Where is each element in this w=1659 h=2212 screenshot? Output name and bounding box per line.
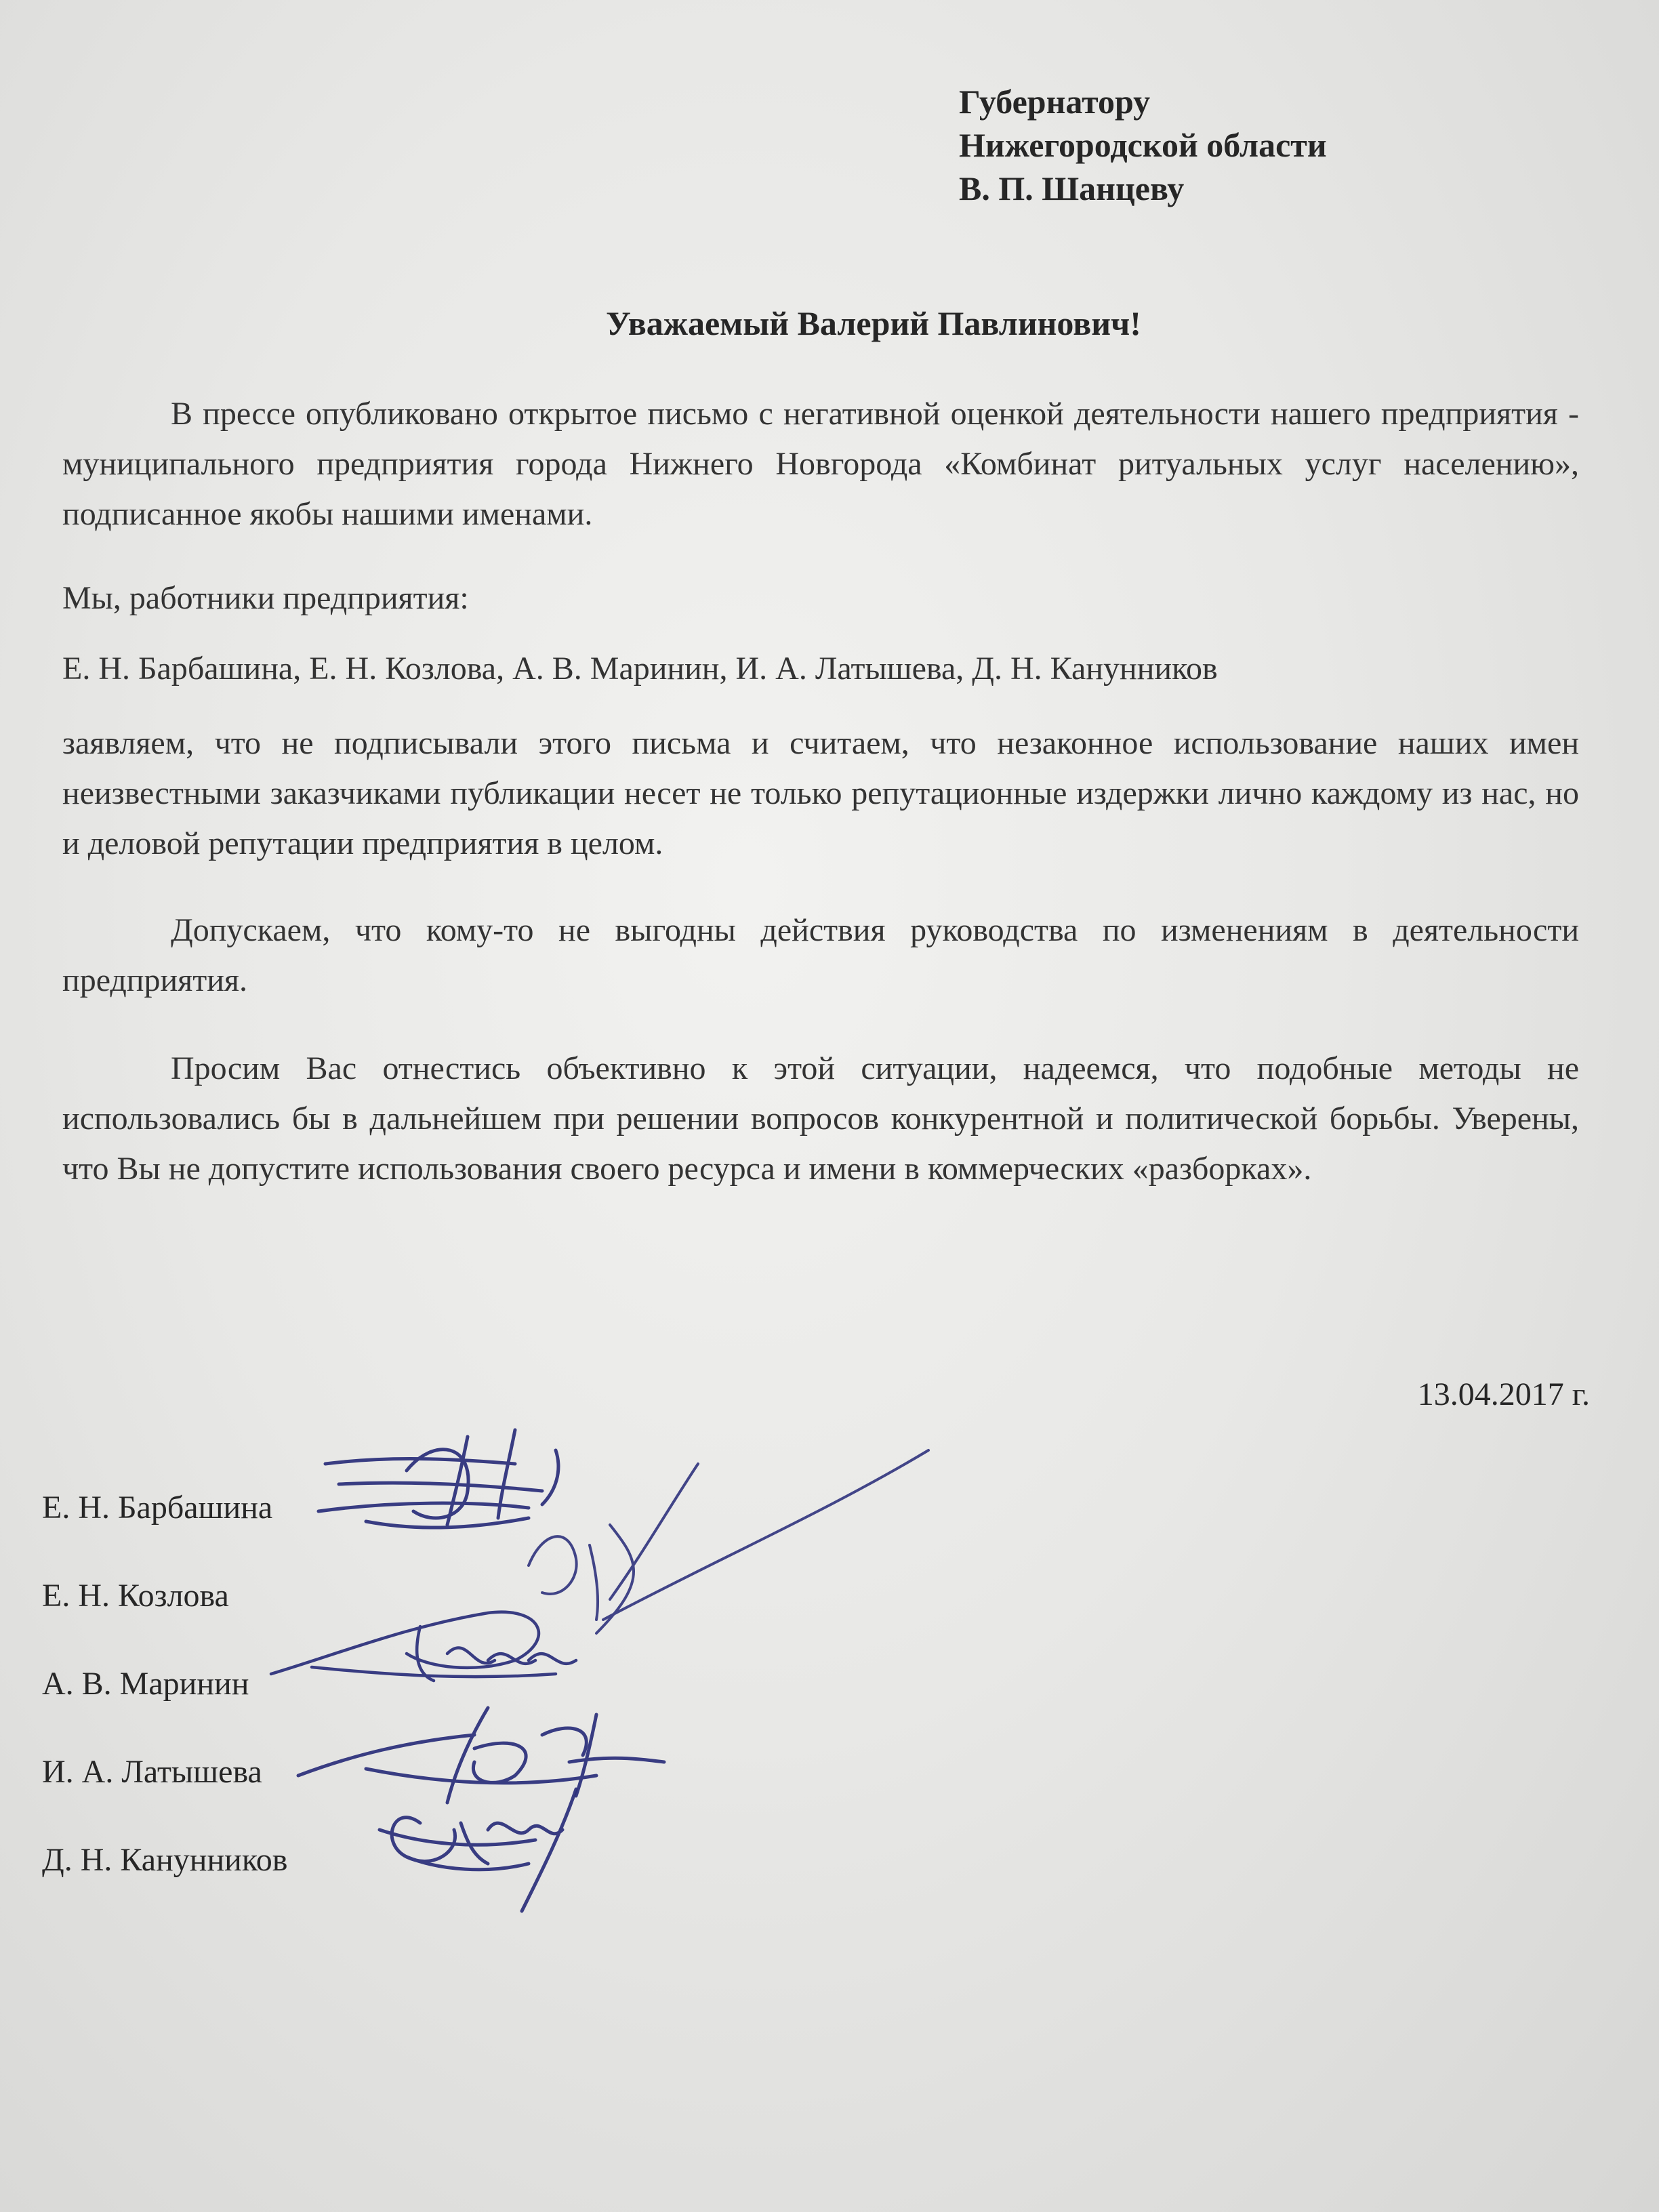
signatory-name-2: Е. Н. Козлова (42, 1578, 229, 1614)
paragraph-assumption: Допускаем, что кому-то не выгодны действия руководства по изменениям в деятельности предприятия. (62, 912, 1579, 998)
signature-1-handwriting (319, 1430, 558, 1528)
paragraph-we-workers: Мы, работники предприятия: (62, 580, 469, 616)
signatory-list (42, 1464, 287, 1904)
signatory-name-5: Д. Н. Канунников (42, 1842, 288, 1878)
paragraph-intro: В прессе опубликовано открытое письмо с негативной оценкой деятельности нашего предприятия - муниципального предприятия города Нижнего Новгорода «Комбинат ритуальных услуг населению», подписанное якобы нашими именами. (62, 396, 1579, 532)
salutation: Уважаемый Валерий Павлинович! (606, 304, 1141, 342)
signatory-name-3: А. В. Маринин (42, 1666, 249, 1702)
addressee-region: Нижегородской области (959, 126, 1327, 164)
addressee-position: Губернатору (959, 83, 1151, 121)
addressee-block (959, 80, 1327, 210)
paragraph-request: Просим Вас отнестись объективно к этой ситуации, надеемся, что подобные методы не использовались бы в дальнейшем при решении вопросов конкурентной и политической борьбы. Уверены, что Вы не допустите использования своего ресурса и имени в коммерческих «разборках». (62, 1050, 1579, 1187)
signature-5-handwriting (380, 1789, 576, 1911)
paragraph-names-line: Е. Н. Барбашина, Е. Н. Козлова, А. В. Маринин, И. А. Латышева, Д. Н. Канунников (62, 651, 1218, 687)
paragraph-statement: заявляем, что не подписывали этого письма и считаем, что незаконное использование наших имен неизвестными заказчиками публикации несет не только репутационные издержки лично каждому из нас, но и деловой репутации предприятия в целом. (62, 725, 1579, 861)
signature-4-handwriting (298, 1708, 664, 1803)
signature-3-handwriting (271, 1612, 576, 1681)
signatory-name-1: Е. Н. Барбашина (42, 1490, 273, 1525)
signature-2-handwriting (529, 1450, 928, 1633)
addressee-name: В. П. Шанцеву (959, 169, 1185, 207)
signatory-name-4: И. А. Латышева (42, 1754, 262, 1790)
letter-date: 13.04.2017 г. (1417, 1376, 1590, 1412)
